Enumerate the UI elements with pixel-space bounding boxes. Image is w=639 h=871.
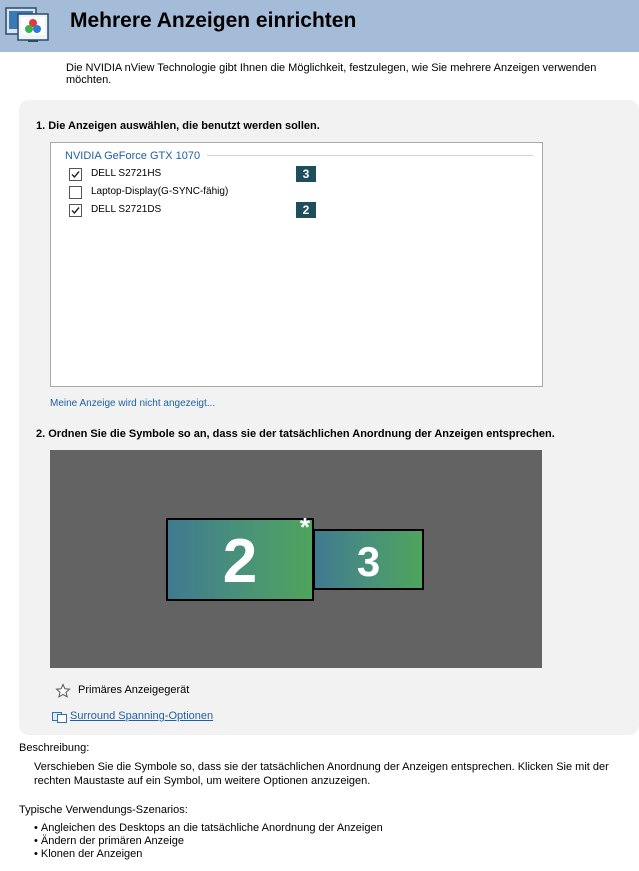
display-missing-link[interactable]: Meine Anzeige wird nicht angezeigt...	[50, 398, 216, 409]
display-listbox[interactable]	[50, 142, 543, 387]
display-row-laptop[interactable]	[69, 185, 329, 201]
display-row-dell-s2721hs[interactable]	[69, 167, 329, 183]
list-item: • Klonen der Anzeigen	[34, 848, 383, 861]
display-checkbox[interactable]	[69, 204, 82, 217]
monitor-number: 2	[222, 527, 258, 596]
primary-legend-label: Primäres Anzeigegerät	[78, 684, 190, 696]
page-header	[0, 0, 639, 52]
display-label: DELL S2721HS	[91, 168, 162, 179]
nvidia-display-icon	[4, 4, 54, 44]
primary-star-icon: *	[299, 512, 310, 542]
display-label: Laptop-Display(G-SYNC-fähig)	[91, 186, 229, 197]
display-checkbox[interactable]	[69, 168, 82, 181]
page-title: Mehrere Anzeigen einrichten	[70, 9, 357, 32]
display-badge: 2	[296, 202, 316, 218]
surround-icon	[52, 710, 67, 724]
gpu-divider	[207, 155, 533, 156]
section2-heading: 2. Ordnen Sie die Symbole so an, dass sie der tatsächlichen Anordnung der Anzeigen entsprechen.	[36, 428, 555, 440]
description-heading: Beschreibung:	[19, 742, 90, 754]
scenarios-list	[34, 822, 383, 861]
display-checkbox[interactable]	[69, 186, 82, 199]
primary-star-icon	[55, 683, 71, 699]
display-arrangement-canvas[interactable]	[50, 450, 542, 668]
checkmark-icon	[70, 169, 81, 180]
display-row-dell-s2721ds[interactable]	[69, 203, 329, 219]
display-badge: 3	[296, 166, 316, 182]
surround-spanning-link[interactable]: Surround Spanning-Optionen	[70, 710, 214, 722]
intro-text: Die NVIDIA nView Technologie gibt Ihnen die Möglichkeit, festzulegen, wie Sie mehrere Anzeigen verwenden möchten.	[66, 62, 597, 86]
display-label: DELL S2721DS	[91, 204, 162, 215]
list-item: • Ändern der primären Anzeige	[34, 835, 383, 848]
list-item: • Angleichen des Desktops an die tatsächliche Anordnung der Anzeigen	[34, 822, 383, 835]
checkmark-icon	[70, 205, 81, 216]
gpu-label: NVIDIA GeForce GTX 1070	[65, 150, 201, 162]
description-text: Verschieben Sie die Symbole so, dass sie der tatsächlichen Anordnung der Anzeigen entsprechen. Klicken Sie mit der rechten Maustaste auf ein Symbol, um weitere Optionen anzuzeigen.	[34, 761, 609, 787]
monitor-number: 3	[356, 538, 381, 585]
monitor-3-icon[interactable]	[313, 529, 424, 590]
monitor-2-icon[interactable]	[166, 512, 314, 601]
section1-heading: 1. Die Anzeigen auswählen, die benutzt werden sollen.	[36, 120, 320, 132]
scenarios-heading: Typische Verwendungs-Szenarios:	[19, 804, 188, 816]
